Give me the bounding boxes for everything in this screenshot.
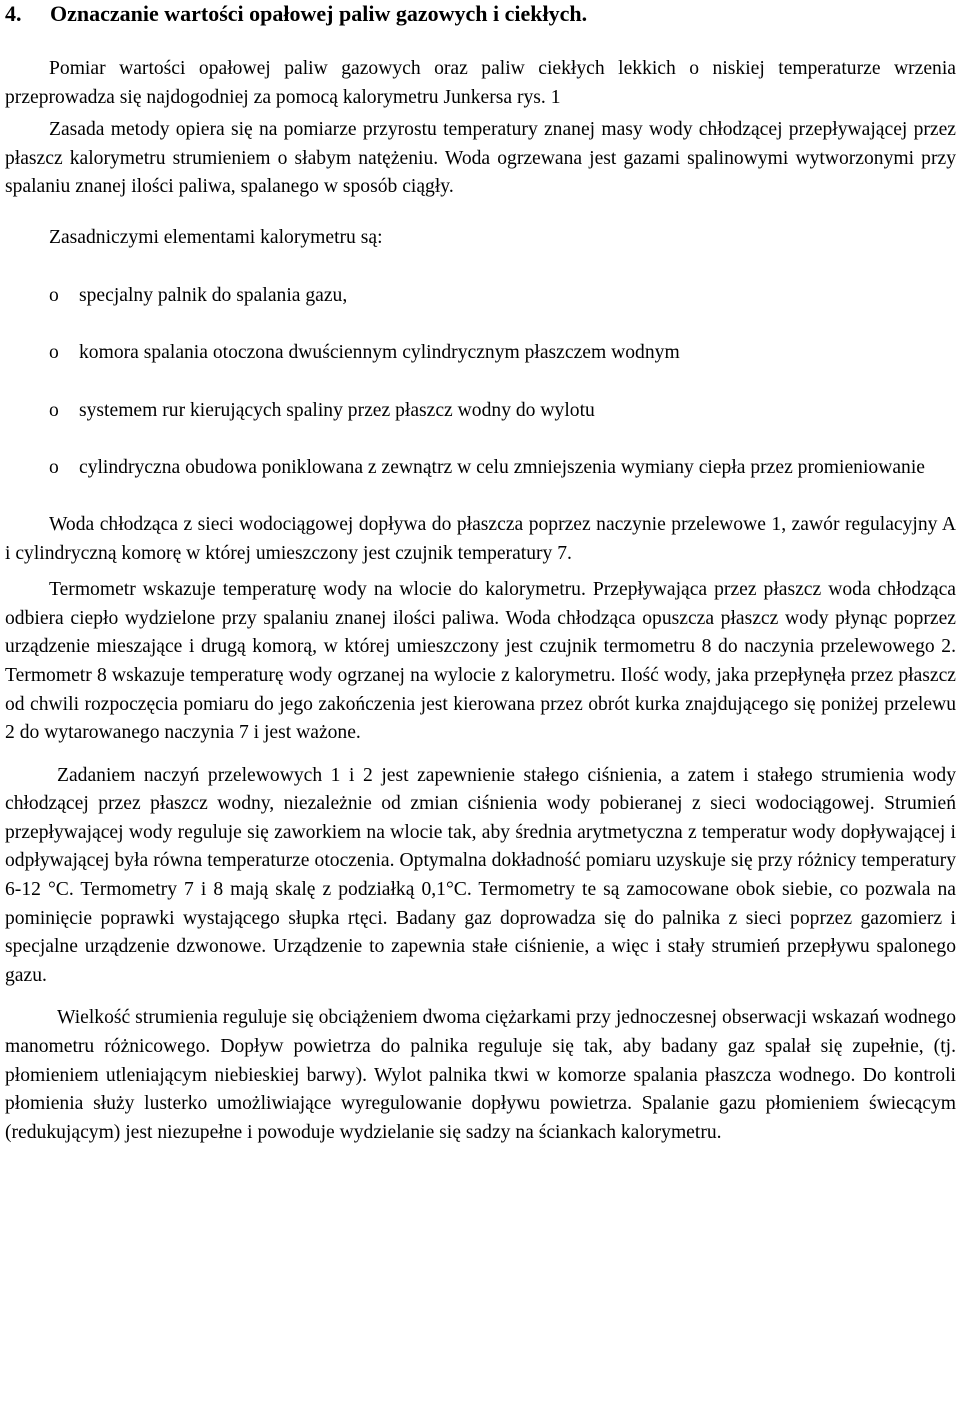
- bullet-marker: o: [49, 457, 59, 479]
- paragraph-overflow-vessels: Zadaniem naczyń przelewowych 1 i 2 jest zapewnienie stałego ciśnienia, a zatem i stałego strumienia wody chłodzącej przez płaszcz wodny, niezależnie od zmian ciśnienia wody pobieranej z sieci wodociągowej. Strumień przepływającej wody reguluje się zaworkiem na wlocie tak, aby średnia arytmetyczna z temperatur wody dopływającej i odpływającej była równa temperaturze otoczenia. Optymalna dokładność pomiaru uzyskuje się przy różnicy temperatury 6-12 °C. Termometry 7 i 8 mają skalę z podziałką 0,1°C. Termometry te są zamocowane obok siebie, co pozwala na pominięcie poprawki wystającego słupka rtęci. Badany gaz doprowadza się do palnika z sieci poprzez gazomierz i specjalne urządzenie dzwonowe. Urządzenie to zapewnia stałe ciśnienie, a więc i stały strumień przepływu spalonego gazu.: [5, 764, 956, 986]
- list-item-text: komora spalania otoczona dwuściennym cylindrycznym płaszczem wodnym: [79, 342, 680, 364]
- bullet-marker: o: [49, 284, 59, 306]
- list-item: [5, 339, 956, 368]
- paragraph-elements-lead: Zasadniczymi elementami kalorymetru są:: [49, 226, 383, 248]
- paragraph-water-supply: Woda chłodząca z sieci wodociągowej dopływa do płaszcza poprzez naczynie przelewowe 1, zawór regulacyjny A i cylindryczną komorę w której umieszczony jest czujnik temperatury 7.: [5, 513, 956, 564]
- bullet-marker: o: [49, 399, 59, 421]
- bullet-marker: o: [49, 342, 59, 364]
- list-item: [5, 397, 956, 426]
- list-item: [5, 282, 956, 311]
- list-item-text: specjalny palnik do spalania gazu,: [79, 284, 348, 306]
- paragraph-gas-flow: Wielkość strumienia reguluje się obciążeniem dwoma ciężarkami przy jednoczesnej obserwacji wskazań wodnego manometru różnicowego. Dopływ powietrza do palnika reguluje się tak, aby badany gaz spalał się zupełnie, (tj. płomieniem utleniającym niebieskiej barwy). Wylot palnika tkwi w komorze spalania płaszcza wodnego. Do kontroli płomienia służy lusterko umożliwiające wyregulowanie dopływu powietrza. Spalanie gazu płomieniem świecącym (redukującym) jest niezupełne i powoduje wydzielanie się sadzy na ściankach kalorymetru.: [5, 1007, 956, 1143]
- paragraph-thermometer: Termometr wskazuje temperaturę wody na wlocie do kalorymetru. Przepływająca przez płaszcz woda chłodząca odbiera ciepło wydzielone przy spalaniu znanej ilości paliwa. Woda chłodząca opuszcza płaszcz wody płynąc poprzez urządzenie mieszające i drugą komorą, w której umieszczony jest czujnik termometru 8 do naczynia przelewowego 2. Termometr 8 wskazuje temperaturę wody ogrzanej na wylocie z kalorymetru. Ilość wody, jaka przepłynęła przez płaszcz od chwili rozpoczęcia pomiaru do jego zakończenia jest kierowana przez obrót kurka znajdującego się poniżej przelewu 2 do wytarowanego naczynia 7 i jest ważone.: [5, 579, 956, 744]
- list-item: [5, 454, 956, 483]
- section-title: Oznaczanie wartości opałowej paliw gazowych i ciekłych.: [50, 1, 588, 26]
- list-item-text: systemem rur kierujących spaliny przez płaszcz wodny do wylotu: [79, 399, 595, 421]
- section-heading: [5, 0, 956, 27]
- paragraph-intro: Pomiar wartości opałowej paliw gazowych oraz paliw ciekłych lekkich o niskiej temperaturze wrzenia przeprowadza się najdogodniej za pomocą kalorymetru Junkersa rys. 1: [5, 58, 956, 108]
- list-item-text: cylindryczna obudowa poniklowana z zewnątrz w celu zmniejszenia wymiany ciepła przez promieniowanie: [79, 457, 925, 479]
- paragraph-principle: Zasada metody opiera się na pomiarze przyrostu temperatury znanej masy wody chłodzącej przepływającej przez płaszcz kalorymetru strumieniem o słabym natężeniu. Woda ogrzewana jest gazami spalinowymi wytworzonymi przy spalaniu znanej ilości paliwa, spalanego w sposób ciągły.: [5, 119, 956, 198]
- elements-list: [5, 282, 956, 483]
- section-number: 4.: [5, 1, 22, 26]
